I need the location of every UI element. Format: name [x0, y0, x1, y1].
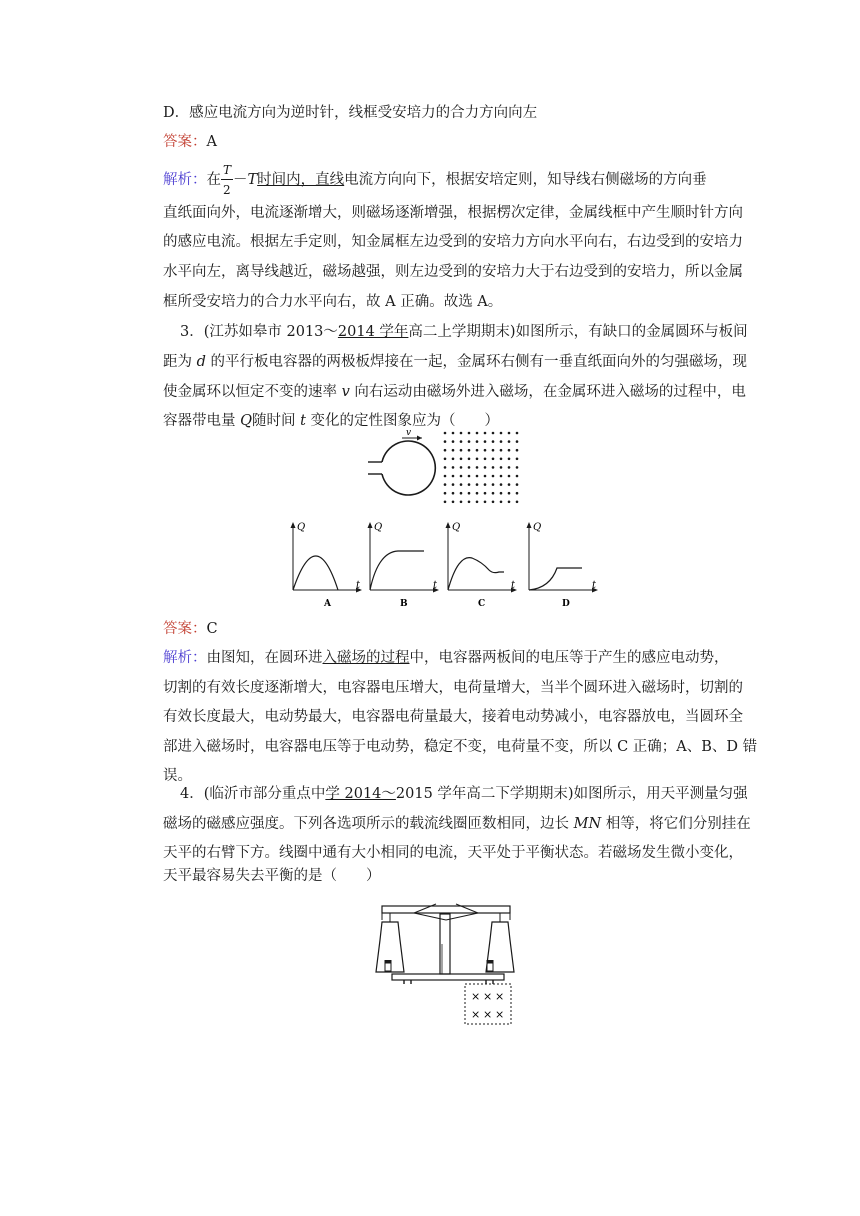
field-dot [508, 440, 511, 443]
field-dot [516, 432, 519, 435]
field-dot [492, 501, 495, 504]
graph-a [291, 522, 363, 609]
option-d: D．感应电流方向为逆时针，线框受安培力的合力方向向左 [163, 105, 538, 121]
analysis-1-line-5: 框所受安培力的合力水平向右，故 A 正确。故选 A。 [163, 294, 503, 310]
field-dot [492, 466, 495, 469]
field-dot [468, 492, 471, 495]
field-dot [452, 458, 455, 461]
field-dot [516, 501, 519, 504]
question-3-line-1: 3．(江苏如皋市 2013～2014 学年高二上学期期末)如图所示，有缺口的金属圆环与板间 [180, 324, 748, 340]
svg-text:D: D [562, 599, 570, 609]
analysis-label: 解析： [163, 172, 207, 188]
field-dot [492, 458, 495, 461]
field-dot [452, 483, 455, 486]
field-dot [500, 466, 503, 469]
svg-text:B: B [400, 599, 408, 609]
svg-text:A: A [324, 599, 331, 609]
field-dot [516, 440, 519, 443]
field-dot [476, 501, 479, 504]
field-dot [452, 475, 455, 478]
field-cross: × [495, 990, 505, 1003]
svg-text:t: t [356, 580, 361, 591]
field-dot [508, 466, 511, 469]
field-dot [460, 449, 463, 452]
field-dot [460, 440, 463, 443]
analysis-1-line-4: 水平向左，离导线越近，磁场越强，则左边受到的安培力大于右边受到的安培力，所以金属 [163, 264, 743, 280]
field-dot [516, 458, 519, 461]
var-t: T [247, 172, 258, 188]
field-dot [484, 449, 487, 452]
field-dot [476, 492, 479, 495]
field-dot [476, 449, 479, 452]
field-dot [476, 458, 479, 461]
field-dot [508, 458, 511, 461]
analysis-label: 解析： [163, 650, 207, 666]
field-dot [500, 432, 503, 435]
svg-text:Q: Q [297, 522, 306, 533]
field-dot [508, 475, 511, 478]
svg-text:Q: Q [374, 522, 383, 533]
question-4-line-2: 磁场的磁感应强度。下列各选项所示的载流线圈匝数相同，边长 MN 相等，将它们分别挂在 [163, 816, 751, 832]
field-dot [452, 492, 455, 495]
field-cross: × [471, 990, 481, 1003]
field-dot [460, 483, 463, 486]
field-dot [460, 466, 463, 469]
field-dot [460, 475, 463, 478]
field-dot [452, 466, 455, 469]
field-dot [452, 449, 455, 452]
field-dot [460, 501, 463, 504]
analysis-2-line-3: 有效长度最大，电动势最大，电容器电荷量最大，接着电动势减小，电容器放电，当圆环全 [163, 709, 743, 725]
answer-2 [163, 619, 218, 639]
magnetic-field-dots [444, 432, 519, 503]
answer-value: A [206, 134, 217, 150]
field-dot [508, 492, 511, 495]
field-dot [476, 432, 479, 435]
field-dot [500, 492, 503, 495]
field-dot [484, 501, 487, 504]
field-cross: × [483, 990, 493, 1003]
field-dot [444, 492, 447, 495]
question-3-line-3: 使金属环以恒定不变的速率 v 向右运动由磁场外进入磁场，在金属环进入磁场的过程中，电 [163, 384, 746, 400]
field-dot [444, 466, 447, 469]
field-dot [484, 432, 487, 435]
minus-sign: － [233, 172, 248, 188]
velocity-label: v [406, 428, 412, 438]
ring-field-figure [360, 428, 530, 508]
balance-figure [374, 900, 524, 1030]
field-dot [468, 440, 471, 443]
analysis-1-line-2: 直纸面向外，电流逐渐增大，则磁场逐渐增强，根据楞次定律，金属线框中产生顺时针方向 [163, 205, 743, 221]
field-dot [516, 466, 519, 469]
metal-ring [382, 441, 435, 495]
field-dot [476, 483, 479, 486]
question-4-line-1: 4．(临沂市部分重点中学 2014～2015 学年高二下学期期末)如图所示，用天平测量匀强 [180, 786, 748, 802]
curve-d [529, 568, 582, 590]
question-4-line-3: 天平的右臂下方。线圈中通有大小相同的电流，天平处于平衡状态。若磁场发生微小变化， [163, 845, 743, 861]
field-dot [508, 449, 511, 452]
qt-graphs [282, 518, 602, 610]
field-dot [492, 492, 495, 495]
field-cross: × [471, 1008, 481, 1021]
field-dot [452, 440, 455, 443]
field-dot [444, 432, 447, 435]
field-cross: × [483, 1008, 493, 1021]
svg-text:t: t [433, 580, 438, 591]
field-dot [452, 432, 455, 435]
field-dot [476, 466, 479, 469]
question-3-line-4: 容器带电量 Q随时间 t 变化的定性图象应为（ ） [163, 413, 500, 429]
field-dot [500, 501, 503, 504]
balance-beam [382, 906, 510, 913]
field-dot [500, 449, 503, 452]
field-dot [468, 475, 471, 478]
question-4-line-4: 天平最容易失去平衡的是（ ） [163, 868, 381, 884]
field-dot [468, 466, 471, 469]
analysis-2-line-4: 部进入磁场时，电容器电压等于电动势，稳定不变，电荷量不变，所以 C 正确；A、B、D 错 [163, 739, 758, 755]
svg-text:Q: Q [452, 522, 461, 533]
field-dot [484, 483, 487, 486]
field-dot [468, 501, 471, 504]
field-dot [468, 449, 471, 452]
field-dot [476, 475, 479, 478]
field-dot [452, 501, 455, 504]
field-cross: × [495, 1008, 505, 1021]
field-dot [476, 440, 479, 443]
answer-label: 答案： [163, 134, 207, 150]
field-dot [468, 432, 471, 435]
analysis-1-line-3: 的感应电流。根据左手定则，知金属框左边受到的安培力方向水平向右，右边受到的安培力 [163, 234, 743, 250]
field-dot [444, 483, 447, 486]
field-dot [492, 432, 495, 435]
curve-a [293, 556, 338, 590]
fraction-t-over-2: $\frac{T}{2}$ [223, 163, 232, 197]
field-dot [484, 492, 487, 495]
svg-text:C: C [478, 599, 486, 609]
field-dot [516, 475, 519, 478]
field-dot [484, 466, 487, 469]
field-dot [460, 432, 463, 435]
field-dot [492, 483, 495, 486]
left-pan [376, 922, 404, 972]
field-dot [460, 492, 463, 495]
field-dot [468, 458, 471, 461]
graph-b [368, 522, 440, 609]
curve-b [370, 551, 424, 590]
analysis-text: 在 [206, 172, 221, 188]
field-dot [492, 440, 495, 443]
balance-post [440, 914, 450, 974]
field-dot [484, 475, 487, 478]
field-dot [468, 483, 471, 486]
answer-label: 答案： [163, 621, 207, 637]
svg-text:Q: Q [533, 522, 542, 533]
field-dot [444, 440, 447, 443]
field-dot [484, 458, 487, 461]
svg-text:t: t [511, 580, 516, 591]
field-dot [444, 458, 447, 461]
field-dot [516, 483, 519, 486]
right-pan [486, 922, 514, 972]
field-dot [492, 475, 495, 478]
field-dot [508, 501, 511, 504]
field-dot [516, 449, 519, 452]
field-dot [500, 483, 503, 486]
field-dot [508, 483, 511, 486]
curve-c [448, 558, 504, 590]
field-dot [460, 458, 463, 461]
field-dot [492, 449, 495, 452]
field-dot [500, 440, 503, 443]
graph-c [446, 522, 518, 609]
field-dot [484, 440, 487, 443]
balance-base [392, 974, 504, 980]
question-3-line-2: 距为 d 的平行板电容器的两极板焊接在一起，金属环右侧有一垂直纸面向外的匀强磁场，现 [163, 354, 748, 370]
analysis-1-line-1 [163, 163, 707, 197]
graph-d [527, 522, 599, 609]
underlined-text: 时间内，直线 [257, 172, 345, 188]
field-dot [500, 475, 503, 478]
field-dot [444, 501, 447, 504]
analysis-text: 电流方向向下，根据安培定则，知导线右侧磁场的方向垂 [344, 172, 707, 188]
answer-1 [163, 132, 217, 152]
analysis-2-line-5: 误。 [163, 768, 192, 784]
analysis-2-line-1: 解析：由图知，在圆环进入磁场的过程中，电容器两板间的电压等于产生的感应电动势， [163, 650, 729, 666]
field-dot [444, 475, 447, 478]
analysis-2-line-2: 切割的有效长度逐渐增大，电容器电压增大，电荷量增大，当半个圆环进入磁场时，切割的 [163, 680, 743, 696]
field-dot [508, 432, 511, 435]
field-dot [516, 492, 519, 495]
field-dot [444, 449, 447, 452]
svg-text:t: t [592, 580, 597, 591]
answer-value: C [206, 621, 218, 637]
field-dot [500, 458, 503, 461]
